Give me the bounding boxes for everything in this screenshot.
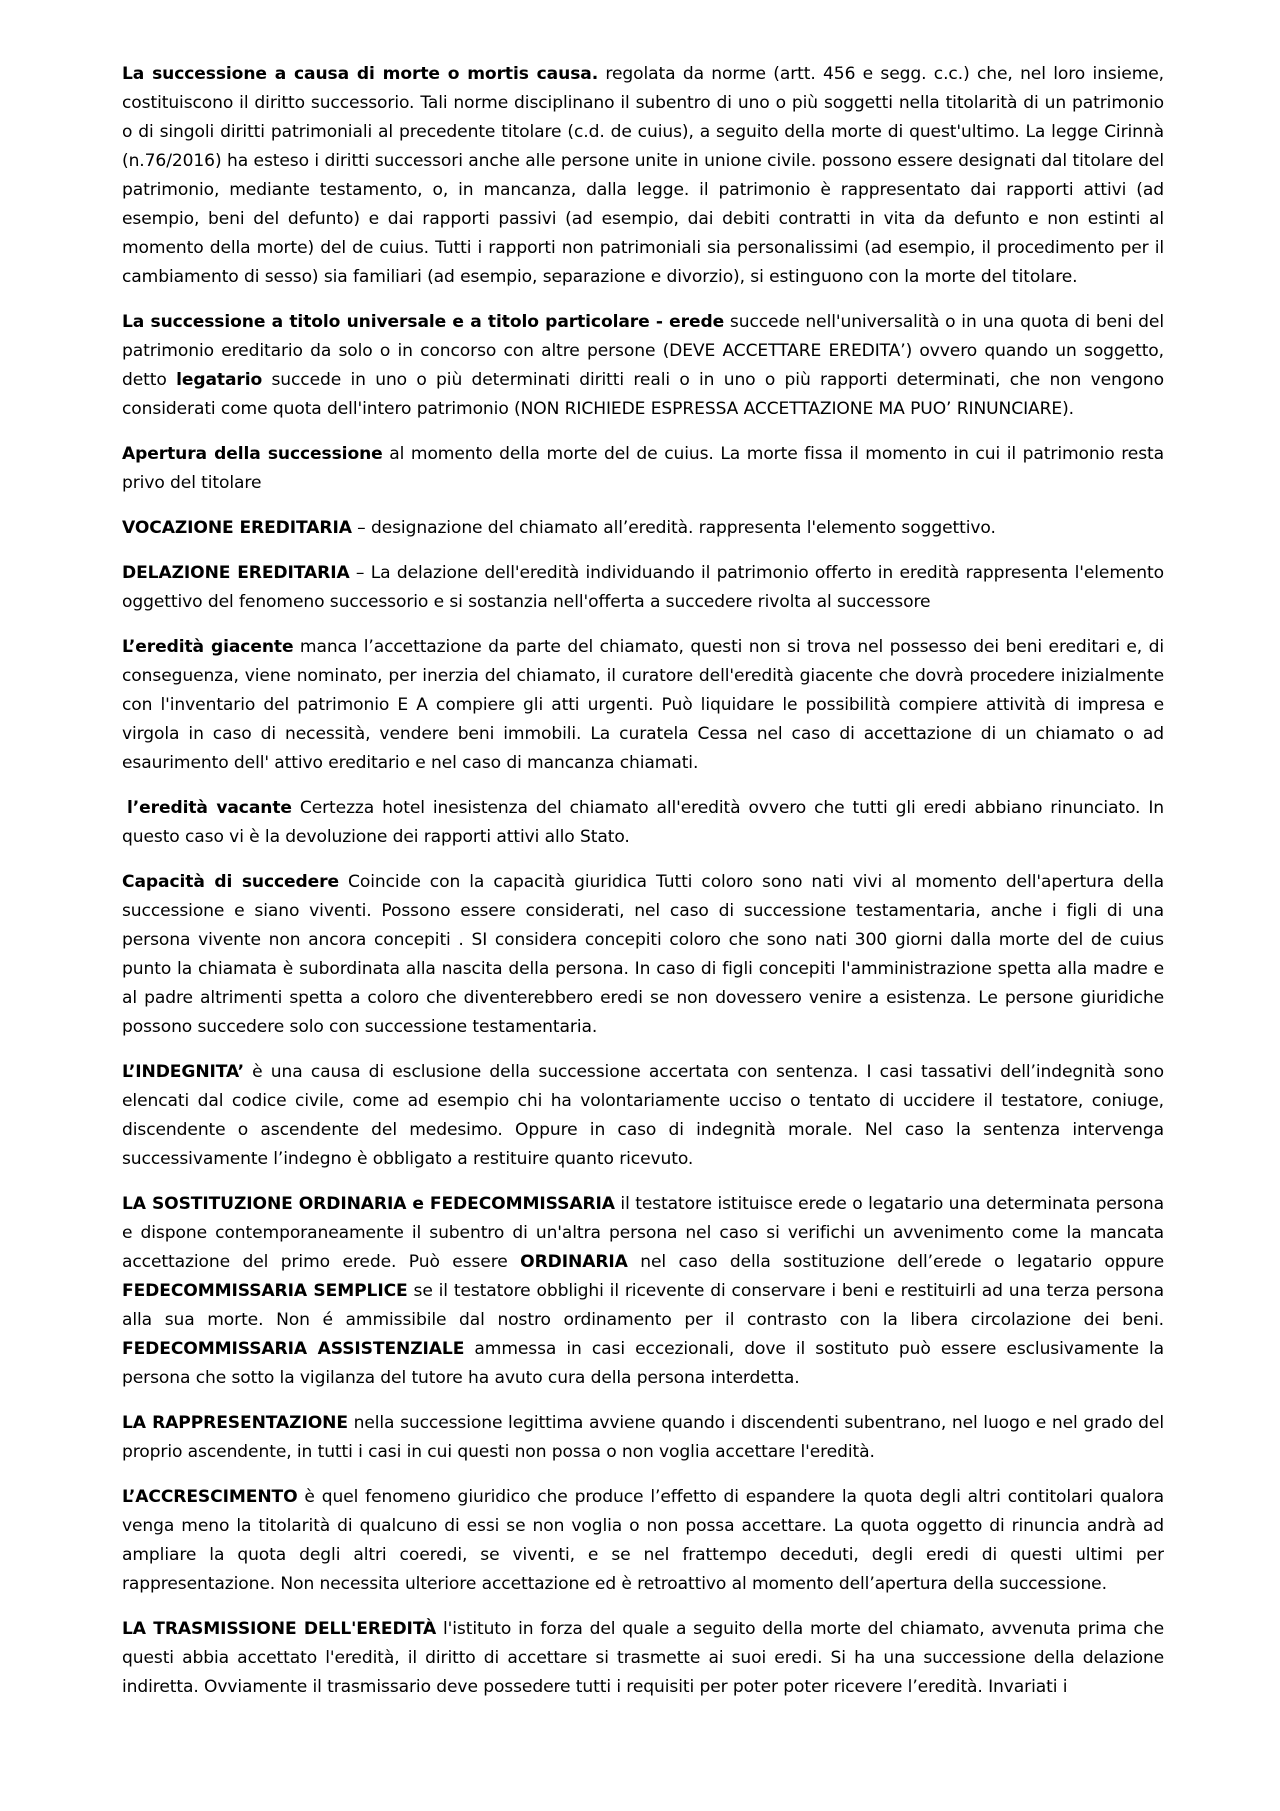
term-legatario: legatario: [176, 370, 263, 390]
paragraph-text: al momento della morte del de cuius. La morte fissa il momento in cui il patrimonio resta privo del titolare: [122, 444, 1164, 493]
paragraph-text: nella successione legittima avviene quando i discendenti subentrano, nel luogo e nel grado del proprio ascendente, in tutti i casi in cui questi non possa o non voglia accettare l'eredità.: [122, 1413, 1164, 1462]
paragraph-text: il testatore istituisce erede o legatario una determinata persona e dispone contemporaneamente il subentro di un'altra persona nel caso si verifichi un avvenimento come la mancata accettazione del primo erede. Può essere: [122, 1194, 1164, 1272]
term-eredita-giacente: L’eredità giacente: [122, 637, 294, 657]
paragraph-text: è quel fenomeno giuridico che produce l’effetto di espandere la quota degli altri contitolari qualora venga meno la titolarità di qualcuno di essi se non voglia o non possa accettare. La quota oggetto di rinuncia andrà ad ampliare la quota degli altri coeredi, se viventi, e se nel frattempo deceduti, degli eredi di questi ultimi per rappresentazione. Non necessita ulteriore accettazione ed è retroattivo al momento dell’apertura della successione.: [122, 1487, 1164, 1594]
paragraph-text: regolata da norme (artt. 456 e segg. c.c.) che, nel loro insieme, costituiscono il diritto successorio. Tali norme disciplinano il subentro di uno o più soggetti nella titolarità di un patrimonio o di singoli diritti patrimoniali al precedente titolare (c.d. de cuius), a seguito della morte di quest'ultimo. La legge Cirinnà (n.76/2016) ha esteso i diritti successori anche alle persone unite in unione civile. possono essere designati dal titolare del patrimonio, mediante testamento, o, in mancanza, dalla legge. il patrimonio è rappresentato dai rapporti attivi (ad esempio, beni del defunto) e dai rapporti passivi (ad esempio, dai debiti contratti in vita da defunto e non estinti al momento della morte) del de cuius. Tutti i rapporti non patrimoniali sia personalissimi (ad esempio, il procedimento per il cambiamento di sesso) sia familiari (ad esempio, separazione e divorzio), si estinguono con la morte del titolare.: [122, 64, 1164, 287]
paragraph-text: succede nell'universalità o in una quota di beni del patrimonio ereditario da solo o in concorso con altre persone (DEVE ACCETTARE EREDITA’) ovvero quando un soggetto, detto: [122, 312, 1164, 390]
term-eredita-vacante: l’eredità vacante: [127, 798, 292, 818]
paragraph-text: – designazione del chiamato all’eredità. rappresenta l'elemento soggettivo.: [351, 518, 996, 538]
paragraph-sostituzione: [122, 1190, 1164, 1393]
term-vocazione-ereditaria: VOCAZIONE EREDITARIA: [122, 518, 352, 538]
paragraph-vocazione-ereditaria: [122, 514, 1164, 543]
term-fedecommissaria-assistenziale: FEDECOMMISSARIA ASSISTENZIALE: [122, 1339, 465, 1359]
paragraph-text: Certezza hotel inesistenza del chiamato all'eredità ovvero che tutti gli eredi abbiano rinunciato. In questo caso vi è la devoluzione dei rapporti attivi allo Stato.: [122, 798, 1164, 847]
term-capacita-succedere: Capacità di succedere: [122, 872, 339, 892]
term-rappresentazione: LA RAPPRESENTAZIONE: [122, 1413, 348, 1433]
paragraph-apertura-successione: [122, 440, 1164, 498]
paragraph-text: se il testatore obblighi il ricevente di conservare i beni e restituirli ad una terza persona alla sua morte. Non é ammissibile dal nostro ordinamento per il contrasto con la libera circolazione dei beni.: [122, 1281, 1164, 1330]
paragraph-trasmissione-eredita: [122, 1615, 1164, 1702]
paragraph-text: nel caso della sostituzione dell’erede o legatario oppure: [627, 1252, 1164, 1272]
paragraph-rappresentazione: [122, 1409, 1164, 1467]
paragraph-successione-mortis-causa: [122, 60, 1164, 292]
term-fedecommissaria-semplice: FEDECOMMISSARIA SEMPLICE: [122, 1281, 408, 1301]
paragraph-delazione-ereditaria: [122, 559, 1164, 617]
paragraph-text: l'istituto in forza del quale a seguito della morte del chiamato, avvenuta prima che questi abbia accettato l'eredità, il diritto di accettare si trasmette ai suoi eredi. Si ha una successione della delazione indiretta. Ovviamente il trasmissario deve possedere tutti i requisiti per poter poter ricevere l’eredità. Invariati i: [122, 1619, 1164, 1697]
paragraph-indegnita: [122, 1058, 1164, 1174]
paragraph-text: – La delazione dell'eredità individuando il patrimonio offerto in eredità rappresenta l'elemento oggettivo del fenomeno successorio e si sostanzia nell'offerta a succedere rivolta al successore: [122, 563, 1164, 612]
document-page: [122, 60, 1164, 1800]
term-ordinaria: ORDINARIA: [520, 1252, 628, 1272]
paragraph-eredita-vacante: [122, 794, 1164, 852]
term-successione-mortis-causa: La successione a causa di morte o mortis causa.: [122, 64, 599, 84]
term-titolo-universale-particolare: La successione a titolo universale e a titolo particolare - erede: [122, 312, 725, 332]
paragraph-text: è una causa di esclusione della successione accertata con sentenza. I casi tassativi dell’indegnità sono elencati dal codice civile, come ad esempio chi ha volontariamente ucciso o tentato di uccidere il testatore, coniuge, discendente o ascendente del medesimo. Oppure in caso di indegnità morale. Nel caso la sentenza intervenga successivamente l’indegno è obbligato a restituire quanto ricevuto.: [122, 1062, 1164, 1169]
term-sostituzione: LA SOSTITUZIONE ORDINARIA e FEDECOMMISSARIA: [122, 1194, 615, 1214]
paragraph-text: succede in uno o più determinati diritti reali o in uno o più rapporti determinati, che non vengono considerati come quota dell'intero patrimonio (NON RICHIEDE ESPRESSA ACCETTAZIONE MA PUO’ RINUNCIARE).: [122, 370, 1164, 419]
term-accrescimento: L’ACCRESCIMENTO: [122, 1487, 298, 1507]
paragraph-text: manca l’accettazione da parte del chiamato, questi non si trova nel possesso dei beni ereditari e, di conseguenza, viene nominato, per inerzia del chiamato, il curatore dell'eredità giacente che dovrà procedere inizialmente con l'inventario del patrimonio E A compiere gli atti urgenti. Può liquidare le possibilità compiere attività di impresa e virgola in caso di necessità, vendere beni immobili. La curatela Cessa nel caso di accettazione di un chiamato o ad esaurimento dell' attivo ereditario e nel caso di mancanza chiamati.: [122, 637, 1164, 773]
paragraph-titolo-universale-particolare: [122, 308, 1164, 424]
term-trasmissione-eredita: LA TRASMISSIONE DELL'EREDITÀ: [122, 1619, 437, 1639]
term-apertura-successione: Apertura della successione: [122, 444, 383, 464]
paragraph-text: ammessa in casi eccezionali, dove il sostituto può essere esclusivamente la persona che sotto la vigilanza del tutore ha avuto cura della persona interdetta.: [122, 1339, 1164, 1388]
term-delazione-ereditaria: DELAZIONE EREDITARIA: [122, 563, 350, 583]
paragraph-eredita-giacente: [122, 633, 1164, 778]
paragraph-accrescimento: [122, 1483, 1164, 1599]
paragraph-capacita-succedere: [122, 868, 1164, 1042]
paragraph-text: Coincide con la capacità giuridica Tutti coloro sono nati vivi al momento dell'apertura della successione e siano viventi. Possono essere considerati, nel caso di successione testamentaria, anche i figli di una persona vivente non ancora concepiti . SI considera concepiti coloro che sono nati 300 giorni dalla morte del de cuius punto la chiamata è subordinata alla nascita della persona. In caso di figli concepiti l'amministrazione spetta alla madre e al padre altrimenti spetta a coloro che diventerebbero eredi se non dovessero venire a esistenza. Le persone giuridiche possono succedere solo con successione testamentaria.: [122, 872, 1164, 1037]
term-indegnita: L’INDEGNITA’: [122, 1062, 244, 1082]
